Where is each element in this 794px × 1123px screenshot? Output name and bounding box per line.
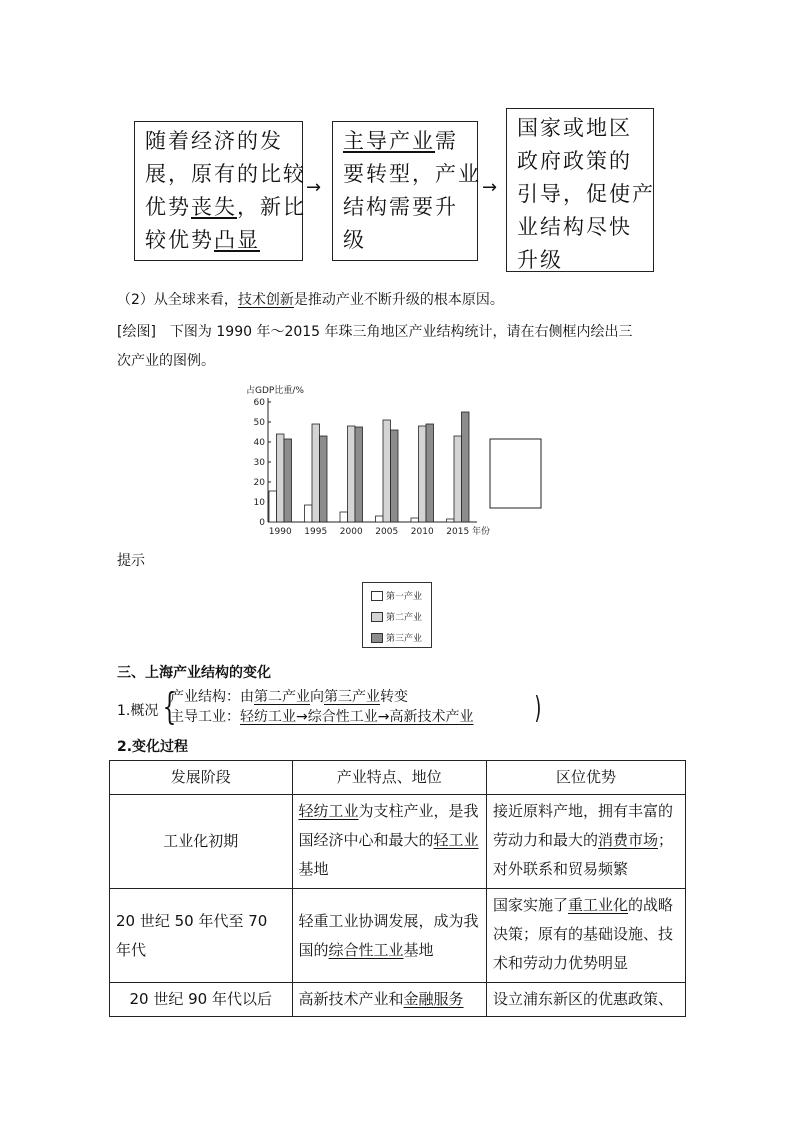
x-tick-label: 2015 <box>446 527 470 537</box>
x-tick-label: 1995 <box>304 527 328 537</box>
bar <box>340 512 348 522</box>
y-tick-label: 0 <box>259 518 265 528</box>
bar <box>419 426 427 522</box>
overview-line-leading-industry: 主导工业：轻纺工业→综合性工业→高新技术产业 <box>170 709 474 725</box>
legend-swatch <box>371 612 383 622</box>
bar <box>284 439 292 522</box>
flow-box-leading-industry <box>332 121 481 261</box>
bar <box>454 436 462 522</box>
bar <box>426 424 434 522</box>
y-tick-label: 10 <box>253 498 265 508</box>
bar <box>269 491 277 522</box>
flow-text: 随着经济的发 <box>145 129 283 153</box>
y-tick-label: 40 <box>253 438 265 448</box>
industry-structure-chart <box>240 380 570 540</box>
x-tick-label: 1990 <box>268 527 292 537</box>
table-cell-feature: 高新技术产业和金融服务 <box>292 983 487 1017</box>
legend-item: 第二产业 <box>371 610 422 623</box>
x-tick-label: 2000 <box>339 527 363 537</box>
flow-text: 级 <box>343 228 366 252</box>
shanghai-change-table <box>109 760 686 1017</box>
flow-arrow-1: → <box>306 177 322 198</box>
table-cell-stage: 20 世纪 50 年代至 70 年代 <box>110 889 293 983</box>
flow-box-economic-development <box>134 121 306 261</box>
flow-text: 业结构尽快 <box>517 215 632 239</box>
table-header-cell: 发展阶段 <box>110 761 293 795</box>
paragraph-tech-innovation: （2）从全球来看，技术创新是推动产业不断升级的根本原因。 <box>117 292 504 308</box>
bar <box>305 505 313 522</box>
flow-text: 展，原有的比较 <box>145 162 306 186</box>
drawing-instruction-line1: [绘图] 下图为 1990 年～2015 年珠三角地区产业结构统计，请在右侧框内绘出三 <box>117 324 633 340</box>
bar <box>391 430 399 522</box>
bar <box>383 420 391 522</box>
legend-item: 第一产业 <box>371 589 422 602</box>
bar <box>376 516 384 522</box>
overview-paren-right: ) <box>534 691 542 726</box>
table-header-cell: 区位优势 <box>487 761 686 795</box>
flow-text: 国家或地区 <box>517 116 632 140</box>
table-header-cell: 产业特点、地位 <box>292 761 487 795</box>
table-cell-feature: 轻重工业协调发展，成为我国的综合性工业基地 <box>292 889 487 983</box>
overview-line-structure: 产业结构：由第二产业向第三产业转变 <box>170 689 408 705</box>
x-axis-label: 年份 <box>472 527 491 537</box>
legend-answer-box <box>362 582 432 648</box>
legend-item: 第三产业 <box>371 631 422 644</box>
table-row <box>110 795 686 889</box>
process-label: 2.变化过程 <box>117 739 189 755</box>
flow-text: 政府政策的 <box>517 149 632 173</box>
y-tick-label: 60 <box>253 398 265 408</box>
table-row <box>110 889 686 983</box>
y-axis-label: 占GDP比重/% <box>246 386 304 396</box>
bar <box>312 424 320 522</box>
x-tick-label: 2010 <box>410 527 434 537</box>
hint-label: 提示 <box>117 553 145 569</box>
table-cell-feature: 轻纺工业为支柱产业，是我国经济中心和最大的轻工业基地 <box>292 795 487 889</box>
flow-text: 较优势凸显 <box>145 228 260 252</box>
bar <box>411 518 419 522</box>
table-header-row <box>110 761 686 795</box>
y-tick-label: 50 <box>253 418 265 428</box>
legend-swatch <box>371 591 383 601</box>
bar <box>348 426 356 522</box>
empty-legend-box <box>490 439 541 508</box>
overview-brace-left: { <box>162 687 177 728</box>
bar <box>447 519 455 522</box>
flow-text: 结构需要升 <box>343 195 458 219</box>
legend-swatch <box>371 633 383 643</box>
x-tick-label: 2005 <box>375 527 399 537</box>
flow-text: 优势丧失，新比 <box>145 195 306 219</box>
overview-label: 1.概况 <box>117 703 159 719</box>
drawing-instruction-line2: 次产业的图例。 <box>117 353 215 369</box>
flow-box-government-policy <box>506 108 654 272</box>
table-cell-advantage: 国家实施了重工业化的战略决策；原有的基础设施、技术和劳动力优势明显 <box>487 889 686 983</box>
flow-text: 主导产业需 <box>343 129 458 153</box>
flow-arrow-2: → <box>482 177 498 198</box>
flow-text: 要转型，产业 <box>343 162 481 186</box>
bar <box>462 412 470 522</box>
bar <box>277 434 285 522</box>
bar <box>355 427 363 522</box>
y-tick-label: 20 <box>253 478 265 488</box>
table-cell-stage: 工业化初期 <box>110 795 293 889</box>
section-title: 三、上海产业结构的变化 <box>117 665 271 681</box>
flow-text: 升级 <box>517 248 563 272</box>
table-cell-stage: 20 世纪 90 年代以后 <box>110 983 293 1017</box>
bar <box>320 436 328 522</box>
table-cell-advantage: 接近原料产地，拥有丰富的劳动力和最大的消费市场；对外联系和贸易频繁 <box>487 795 686 889</box>
table-row <box>110 983 686 1017</box>
flow-text: 引导，促使产 <box>517 182 655 206</box>
y-tick-label: 30 <box>253 458 265 468</box>
table-cell-advantage: 设立浦东新区的优惠政策、 <box>487 983 686 1017</box>
